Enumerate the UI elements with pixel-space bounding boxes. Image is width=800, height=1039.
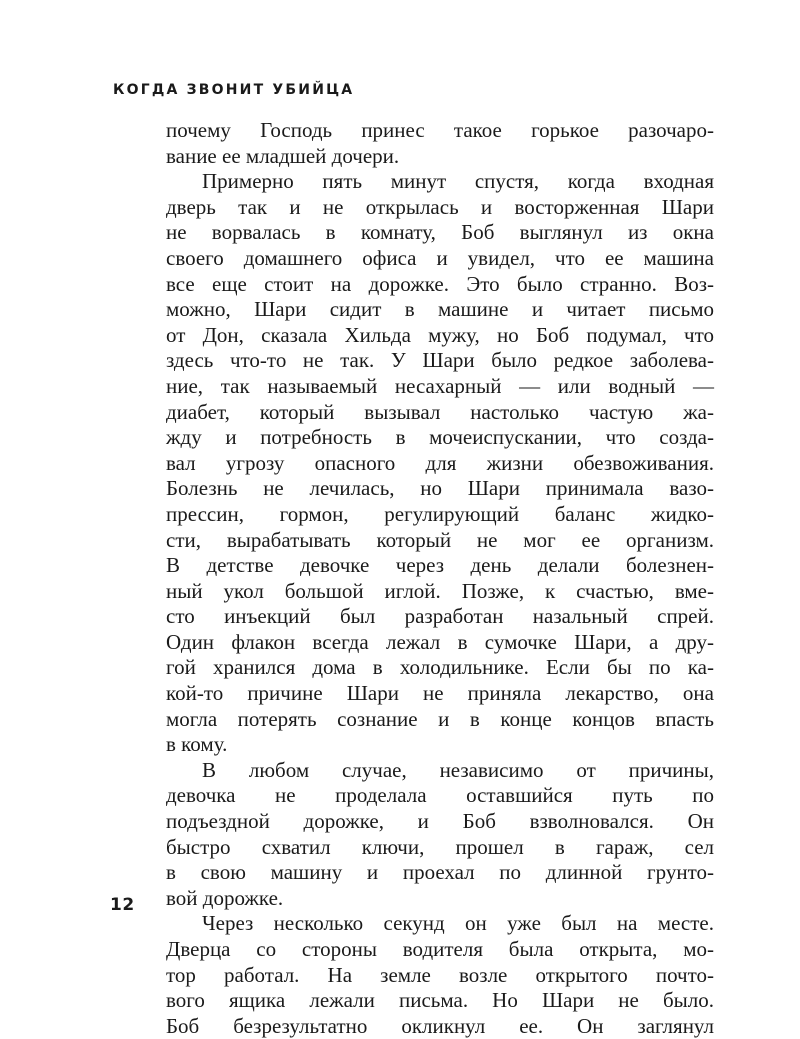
text-line: не ворвалась в комнату, Боб выглянул из окна: [166, 220, 714, 245]
text-line: сти, вырабатывать который не мог ее организм.: [166, 527, 714, 552]
text-line: подъездной дорожке, и Боб взволновался. Он: [166, 809, 714, 834]
text-line: Через несколько секунд он уже был на месте.: [202, 911, 714, 936]
text-line: от Дон, сказала Хильда мужу, но Боб подумал, что: [166, 322, 714, 347]
text-line: сто инъекций был разработан назальный спрей.: [166, 604, 714, 629]
text-line: быстро схватил ключи, прошел в гараж, сел: [166, 834, 714, 859]
text-line: кой-то причине Шари не приняла лекарство, она: [166, 681, 714, 706]
text-line: вой дорожке.: [166, 885, 284, 910]
text-line: Примерно пять минут спустя, когда входная: [202, 169, 714, 194]
text-line: почему Господь принес такое горькое разочаро-: [166, 118, 714, 142]
text-line: здесь что-то не так. У Шари было редкое заболева-: [166, 348, 714, 373]
text-line: ный укол большой иглой. Позже, к счастью, вме-: [166, 578, 714, 603]
text-line: Боб безрезультатно окликнул ее. Он заглянул: [166, 1013, 714, 1038]
text-line: гой хранился дома в холодильнике. Если бы по ка-: [166, 655, 714, 680]
text-line: вого ящика лежали письма. Но Шари не было.: [166, 988, 714, 1013]
text-line: вал угрозу опасного для жизни обезвоживания.: [166, 450, 714, 475]
text-line: в кому.: [166, 732, 228, 757]
text-line: прессин, гормон, регулирующий баланс жидко-: [166, 501, 714, 526]
text-line: можно, Шари сидит в машине и читает письмо: [166, 297, 714, 322]
text-line: Дверца со стороны водителя была открыта, мо-: [166, 937, 714, 961]
text-line: вание ее младшей дочери.: [166, 143, 400, 168]
text-line: диабет, который вызывал настолько частую жа-: [166, 399, 714, 424]
text-line: Болезнь не лечилась, но Шари принимала вазо-: [166, 476, 714, 501]
body-text: [166, 118, 714, 1039]
text-line: В любом случае, независимо от причины,: [202, 757, 714, 782]
text-line: тор работал. На земле возле открытого почто-: [166, 962, 714, 987]
text-line: девочка не проделала оставшийся путь по: [166, 783, 714, 808]
text-line: в свою машину и проехал по длинной грунто-: [166, 860, 714, 885]
text-line: своего домашнего офиса и увидел, что ее машина: [166, 245, 714, 270]
text-line: ние, так называемый несахарный — или водный —: [166, 373, 714, 398]
text-line: дверь так и не открылась и восторженная Шари: [166, 194, 714, 219]
text-line: все еще стоит на дорожке. Это было странно. Воз-: [166, 271, 714, 296]
page-number: 12: [110, 895, 135, 915]
text-line: жду и потребность в мочеиспускании, что созда-: [166, 425, 714, 450]
text-line: Один флакон всегда лежал в сумочке Шари, а дру-: [166, 629, 714, 654]
running-head: КОГДА ЗВОНИТ УБИЙЦА: [113, 82, 355, 98]
text-line: В детстве девочке через день делали болезнен-: [166, 553, 714, 578]
text-line: могла потерять сознание и в конце концов впасть: [166, 706, 714, 731]
